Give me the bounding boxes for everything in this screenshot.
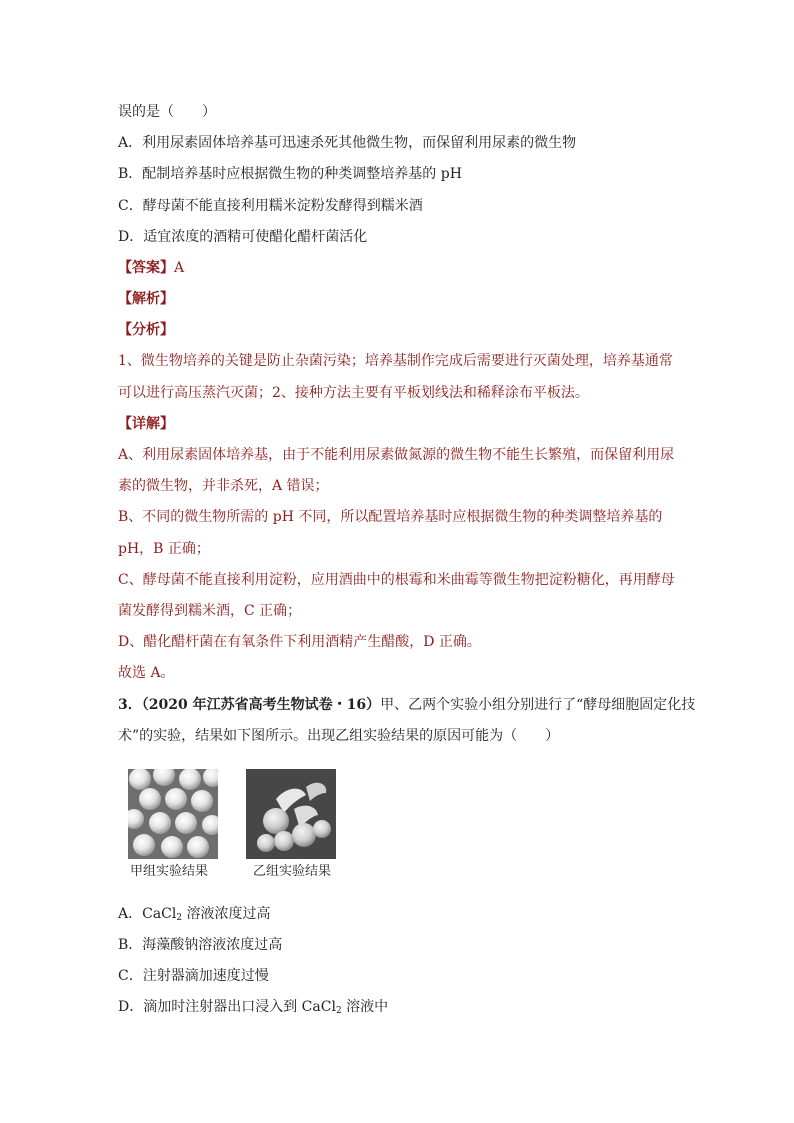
group-b-caption: 乙组实验结果 [253, 864, 332, 879]
uniform-beads-photo [128, 769, 218, 859]
xiangjie-label: 【详解】 [118, 416, 174, 432]
question3-stem-text: 甲、乙两个实验小组分别进行了“酵母细胞固定化技 [380, 697, 696, 713]
question3-option-a [118, 904, 271, 928]
question2-option-c: C．酵母菌不能直接利用糯米淀粉发酵得到糯米酒 [118, 198, 423, 214]
question2-option-b: B．配制培养基时应根据微生物的种类调整培养基的 pH [118, 166, 462, 182]
group-b-result-image [246, 769, 336, 859]
fenxi-line-2: 可以进行高压蒸汽灭菌；2、接种方法主要有平板划线法和稀释涂布平板法。 [118, 385, 589, 401]
option-a-prefix: A．CaCl [118, 906, 177, 922]
option-d-subscript: 2 [335, 1006, 342, 1016]
group-a-caption: 甲组实验结果 [130, 864, 209, 879]
question3-stem-line-1 [118, 695, 695, 715]
fenxi-label: 【分析】 [118, 322, 174, 338]
xiangjie-line-1: A、利用尿素固体培养基，由于不能利用尿素做氮源的微生物不能生长繁殖，而保留利用尿 [118, 447, 675, 463]
conclusion-line: 故选 A。 [118, 665, 175, 681]
jiexi-label: 【解析】 [118, 291, 174, 307]
answer-value: A [174, 260, 185, 276]
xiangjie-line-7: D、醋化醋杆菌在有氧条件下利用酒精产生醋酸，D 正确。 [118, 634, 481, 650]
question3-stem-line-2: 术”的实验，结果如下图所示。出现乙组实验结果的原因可能为（ ） [118, 728, 560, 744]
option-d-suffix: 溶液中 [341, 999, 389, 1015]
group-a-result-image [128, 769, 218, 859]
answer-line [118, 258, 184, 278]
option-d-prefix: D．滴加时注射器出口浸入到 CaCl [118, 999, 336, 1015]
xiangjie-line-6: 菌发酵得到糯米酒，C 正确； [118, 603, 302, 619]
tailed-beads-photo [246, 769, 336, 859]
question3-option-d [118, 997, 388, 1021]
xiangjie-line-2: 素的微生物，并非杀死，A 错误； [118, 478, 329, 494]
question2-option-d: D．适宜浓度的酒精可使醋化醋杆菌活化 [118, 229, 368, 245]
question2-option-a: A．利用尿素固体培养基可迅速杀死其他微生物，而保留利用尿素的微生物 [118, 135, 577, 151]
question3-source: （2020 年江苏省高考生物试卷・16） [141, 697, 381, 713]
question3-number: 3． [118, 697, 142, 713]
xiangjie-line-5: C、酵母菌不能直接利用淀粉，应用酒曲中的根霉和米曲霉等微生物把淀粉糖化，再用酵母 [118, 572, 675, 588]
question3-option-c: C．注射器滴加速度过慢 [118, 968, 269, 984]
answer-label: 【答案】 [118, 260, 174, 276]
option-a-suffix: 溶液浓度过高 [182, 906, 271, 922]
question2-stem-tail: 误的是（ ） [118, 104, 216, 120]
fenxi-line-1: 1、微生物培养的关键是防止杂菌污染；培养基制作完成后需要进行灭菌处理，培养基通常 [118, 353, 673, 369]
question3-option-b: B．海藻酸钠溶液浓度过高 [118, 937, 283, 953]
option-a-subscript: 2 [176, 913, 183, 923]
xiangjie-line-4: pH，B 正确； [118, 541, 210, 557]
xiangjie-line-3: B、不同的微生物所需的 pH 不同，所以配置培养基时应根据微生物的种类调整培养基的 [118, 509, 663, 525]
